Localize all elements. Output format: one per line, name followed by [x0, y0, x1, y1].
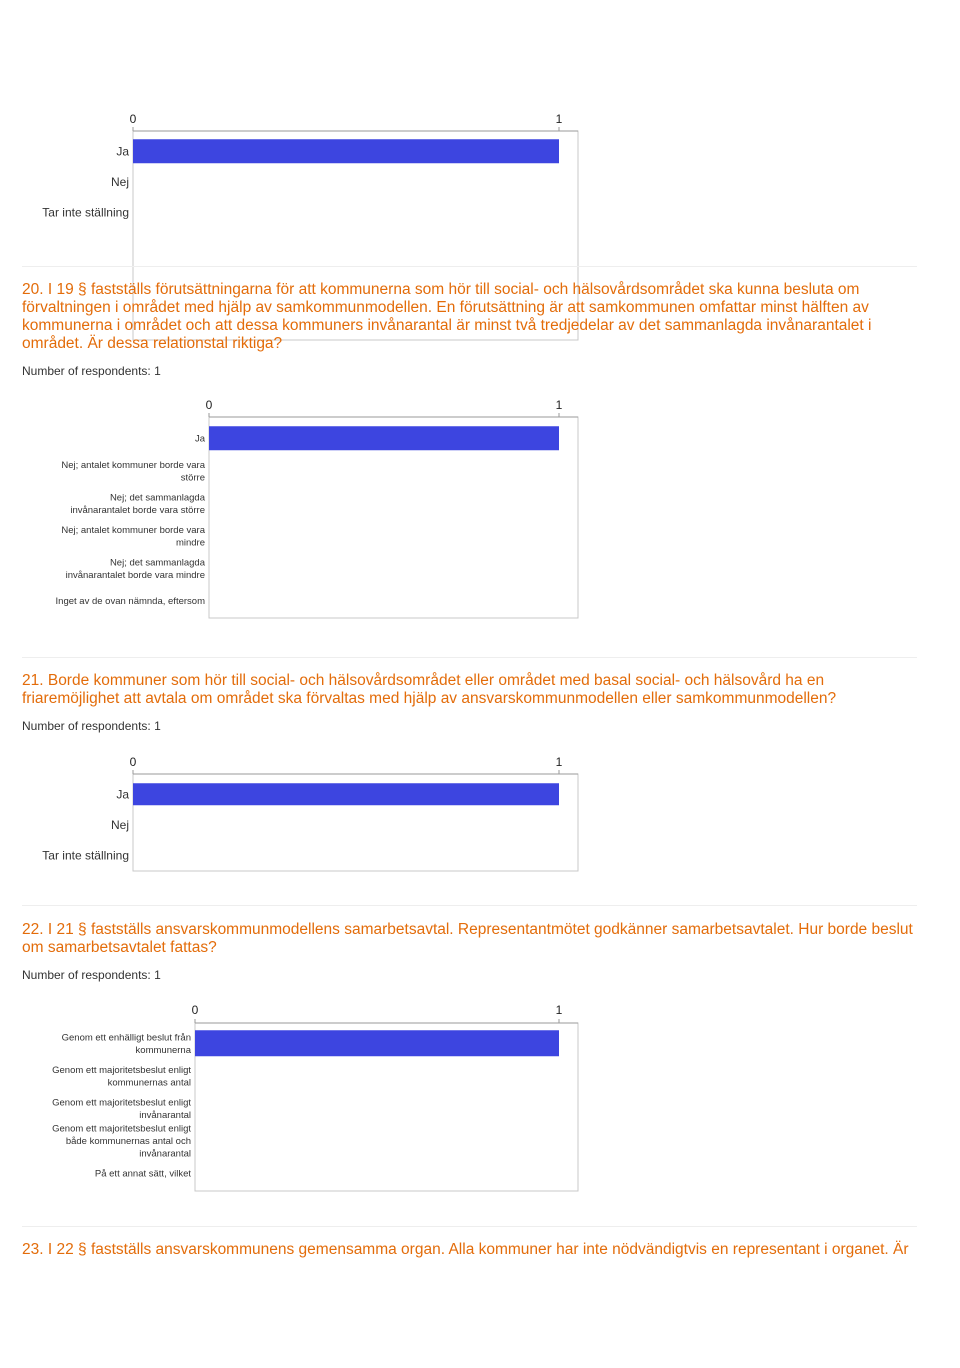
category-label: Genom ett enhälligt beslut från: [61, 1032, 191, 1044]
category-label: Ja: [194, 433, 205, 445]
category-label: Inget av de ovan nämnda, eftersom: [55, 596, 205, 608]
x-tick-label: 1: [555, 1003, 563, 1017]
category-label: Nej: [110, 174, 129, 189]
category-label: Genom ett majoritetsbeslut enligt: [52, 1064, 191, 1076]
category-label: På ett annat sätt, vilket: [94, 1168, 191, 1180]
category-label: Nej; antalet kommuner borde vara: [61, 459, 205, 471]
category-label: Ja: [116, 787, 129, 802]
question-21-respondents: Number of respondents: 1: [22, 719, 161, 733]
x-tick-label: 0: [129, 755, 137, 769]
x-tick-label: 0: [191, 1003, 199, 1017]
bar-1: [209, 426, 559, 450]
category-label: invånarantalet borde vara mindre: [65, 569, 205, 581]
chart-question-21: [0, 753, 960, 875]
question-22-title: 22. I 21 § fastställs ansvarskommunmodellens samarbetsavtal. Representantmötet godkänner samarbetsavtalet. Hur borde beslut om samarbetsavtalet fattas?: [22, 921, 913, 956]
category-label: kommunernas antal: [107, 1077, 191, 1089]
x-tick-label: 1: [555, 755, 563, 769]
x-tick-label: 1: [555, 398, 563, 412]
chart-svg: [0, 1001, 960, 1195]
question-20-title: 20. I 19 § fastställs förutsättningarna för att kommunerna som hör till social- och hälsovårdsområdet ska kunna besluta om förvaltningen i området med hjälp av samkommunmodellen. En förutsättning är att samkommunen omfattar minst hälften av kommunerna i området och att dessa kommuners invånarantal är minst två tredjedelar av det sammanlagda invånarantalet i området. Är dessa relationstal riktiga?: [22, 281, 872, 352]
separator: [22, 266, 917, 267]
question-21-title: 21. Borde kommuner som hör till social- och hälsovårdsområdet eller området med basal social- och hälsovård ha en friaremöjlighet att avtala om området ska förvaltas med hjälp av ansvarskommunmodellen eller samkommunmodellen?: [22, 672, 837, 707]
category-label: Nej; det sammanlagda: [109, 492, 205, 504]
chart-question-20: [0, 396, 960, 622]
category-label: Nej: [110, 817, 129, 832]
category-label: Nej; antalet kommuner borde vara: [61, 524, 205, 536]
bar-1: [195, 1030, 559, 1056]
separator: [22, 905, 917, 906]
category-label: Tar inte ställning: [42, 205, 129, 220]
x-tick-label: 0: [205, 398, 213, 412]
category-label: Genom ett majoritetsbeslut enligt: [52, 1123, 191, 1135]
separator: [22, 1226, 917, 1227]
category-label: Genom ett majoritetsbeslut enligt: [52, 1097, 191, 1109]
category-label: både kommunernas antal och: [65, 1136, 191, 1148]
question-23-title: 23. I 22 § fastställs ansvarskommunens gemensamma organ. Alla kommuner har inte nödvändigtvis en representant i organet. Är: [22, 1241, 909, 1258]
bar-1: [133, 139, 559, 163]
category-label: invånarantal: [139, 1148, 191, 1160]
question-22-respondents: Number of respondents: 1: [22, 968, 161, 982]
category-label: Nej; det sammanlagda: [109, 557, 205, 569]
chart-svg: [0, 396, 960, 622]
category-label: större: [180, 472, 205, 484]
bar-1: [133, 783, 559, 805]
category-label: invånarantal: [139, 1109, 191, 1121]
category-label: Ja: [116, 144, 129, 159]
chart-svg: [0, 753, 960, 875]
x-tick-label: 0: [129, 112, 137, 126]
question-20-respondents: Number of respondents: 1: [22, 364, 161, 378]
category-label: Tar inte ställning: [42, 848, 129, 863]
category-label: invånarantalet borde vara större: [70, 504, 205, 516]
separator: [22, 657, 917, 658]
category-label: kommunerna: [135, 1044, 191, 1056]
category-label: mindre: [175, 537, 205, 549]
chart-question-22: [0, 1001, 960, 1195]
x-tick-label: 1: [555, 112, 563, 126]
